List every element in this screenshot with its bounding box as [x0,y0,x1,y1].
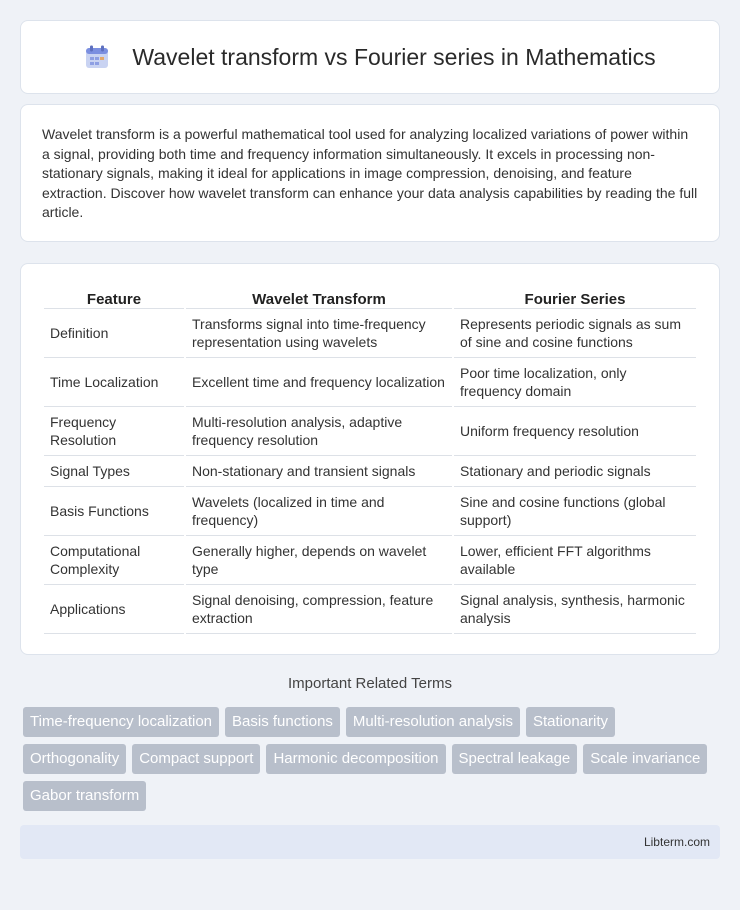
related-terms-title: Important Related Terms [288,675,452,692]
cell-wavelet: Multi-resolution analysis, adaptive frequency resolution [186,407,452,456]
cell-feature: Applications [44,585,184,634]
header-wavelet: Wavelet Transform [186,284,452,309]
cell-wavelet: Wavelets (localized in time and frequency) [186,487,452,536]
related-term-tag[interactable]: Gabor transform [23,781,146,811]
calendar-icon [84,44,110,70]
cell-feature: Computational Complexity [44,536,184,585]
related-term-tag[interactable]: Orthogonality [23,744,126,774]
table-row [44,456,696,487]
cell-wavelet: Signal denoising, compression, feature extraction [186,585,452,634]
title-card [20,20,720,94]
cell-wavelet: Generally higher, depends on wavelet type [186,536,452,585]
related-term-tag[interactable]: Time-frequency localization [23,707,219,737]
related-terms-list [23,707,720,818]
related-term-tag[interactable]: Stationarity [526,707,615,737]
cell-feature: Basis Functions [44,487,184,536]
cell-feature: Definition [44,309,184,358]
intro-card [20,104,720,242]
cell-fourier: Lower, efficient FFT algorithms available [454,536,696,585]
table-row [44,358,696,407]
cell-feature: Time Localization [44,358,184,407]
intro-paragraph: Wavelet transform is a powerful mathematical tool used for analyzing localized variations of power within a signal, providing both time and frequency information simultaneously. It excels in processing non-stationary signals, making it ideal for applications in image compression, denoising, and feature extraction. Discover how wavelet transform can enhance your data analysis capabilities by reading the full article. [42,126,698,221]
table-row [44,536,696,585]
related-term-tag[interactable]: Spectral leakage [452,744,578,774]
footer-site-link[interactable]: Libterm.com [643,835,710,849]
cell-fourier: Poor time localization, only frequency domain [454,358,696,407]
header-fourier: Fourier Series [454,284,696,309]
cell-fourier: Signal analysis, synthesis, harmonic analysis [454,585,696,634]
footer [20,825,720,859]
cell-fourier: Uniform frequency resolution [454,407,696,456]
cell-fourier: Represents periodic signals as sum of sine and cosine functions [454,309,696,358]
cell-fourier: Sine and cosine functions (global support) [454,487,696,536]
cell-fourier: Stationary and periodic signals [454,456,696,487]
cell-feature: Signal Types [44,456,184,487]
related-term-tag[interactable]: Multi-resolution analysis [346,707,520,737]
comparison-table [42,284,698,634]
related-term-tag[interactable]: Basis functions [225,707,340,737]
related-term-tag[interactable]: Compact support [132,744,260,774]
page-title: Wavelet transform vs Fourier series in Mathematics [132,43,656,70]
cell-feature: Frequency Resolution [44,407,184,456]
related-term-tag[interactable]: Harmonic decomposition [266,744,445,774]
cell-wavelet: Transforms signal into time-frequency representation using wavelets [186,309,452,358]
related-term-tag[interactable]: Scale invariance [583,744,707,774]
table-row [44,309,696,358]
comparison-card [20,263,720,655]
cell-wavelet: Excellent time and frequency localization [186,358,452,407]
header-feature: Feature [44,284,184,309]
table-row [44,487,696,536]
table-header-row [44,284,696,309]
table-row [44,407,696,456]
table-row [44,585,696,634]
cell-wavelet: Non-stationary and transient signals [186,456,452,487]
